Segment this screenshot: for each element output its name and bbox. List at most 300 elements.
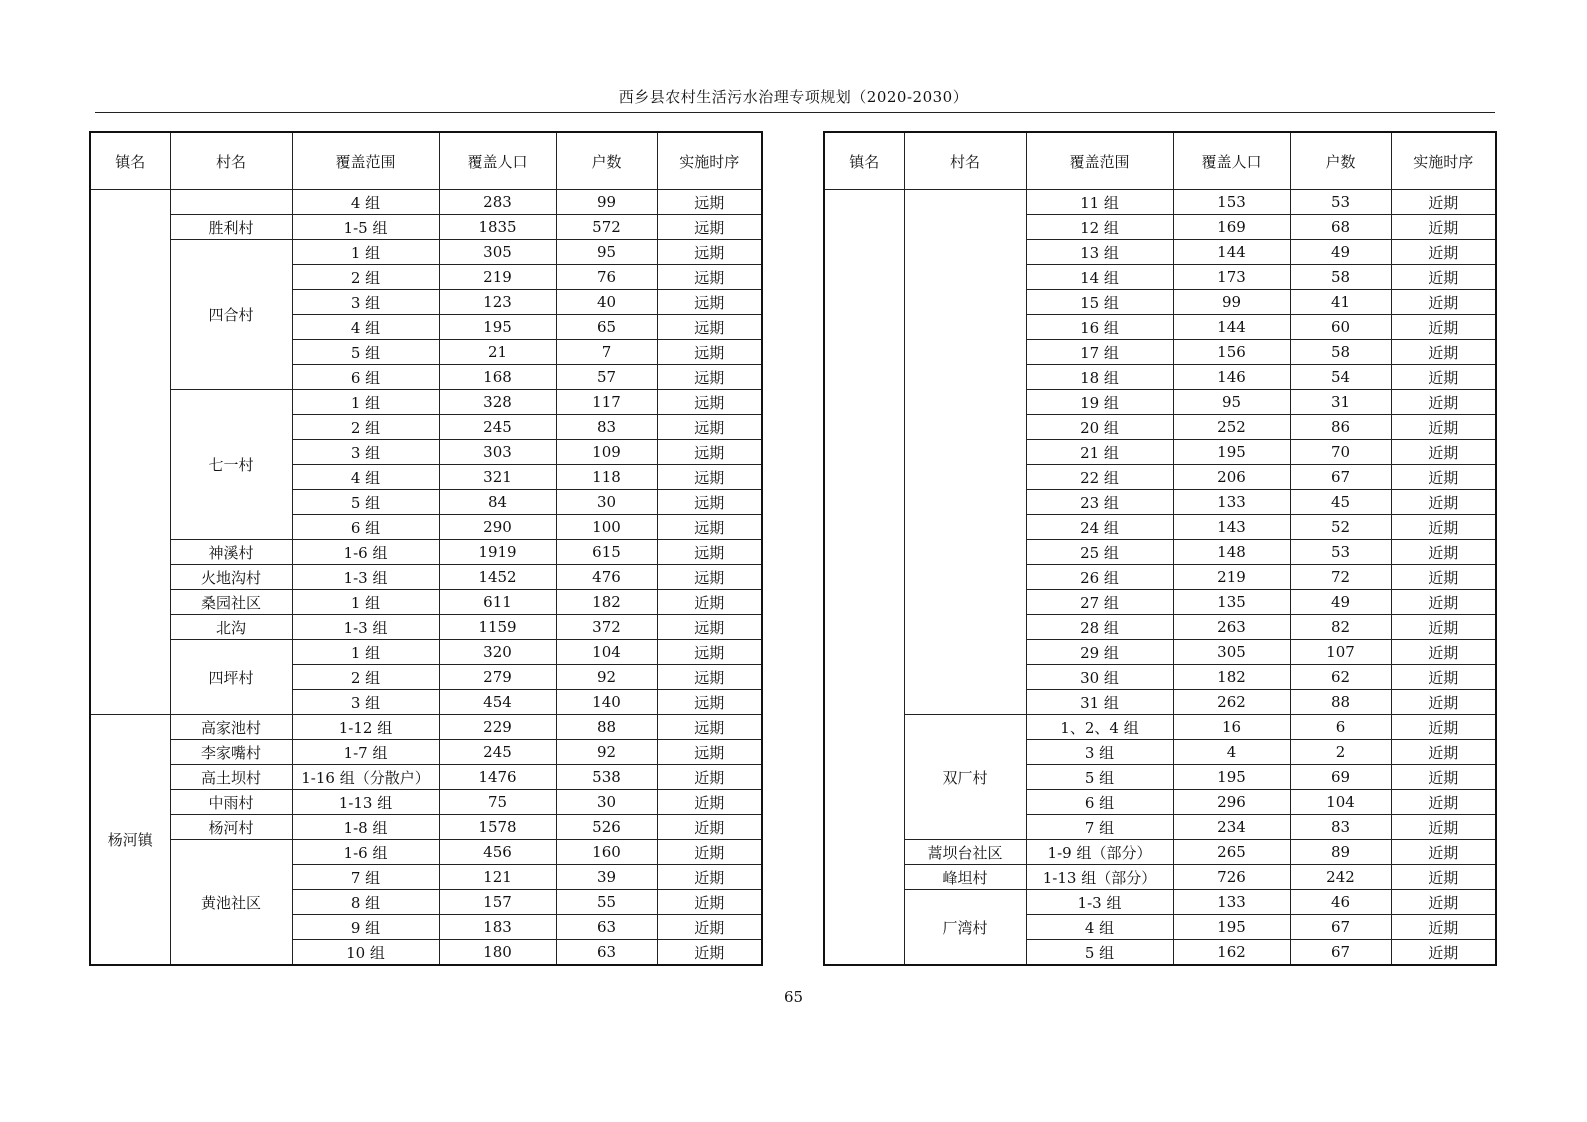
households-cell: 60 [1290, 315, 1391, 340]
population-cell: 245 [439, 415, 556, 440]
households-cell: 476 [556, 565, 657, 590]
households-cell: 83 [556, 415, 657, 440]
table-row [824, 715, 1496, 740]
households-cell: 53 [1290, 540, 1391, 565]
village-cell: 峰坦村 [904, 865, 1026, 890]
column-header-households: 户数 [1290, 132, 1391, 190]
households-cell: 68 [1290, 215, 1391, 240]
timing-cell: 远期 [657, 315, 762, 340]
population-cell: 146 [1173, 365, 1290, 390]
households-cell: 58 [1290, 265, 1391, 290]
timing-cell: 近期 [1391, 315, 1496, 340]
households-cell: 538 [556, 765, 657, 790]
scope-cell: 7 组 [292, 865, 439, 890]
timing-cell: 近期 [1391, 590, 1496, 615]
population-cell: 123 [439, 290, 556, 315]
town-cell [90, 190, 170, 715]
scope-cell: 4 组 [292, 465, 439, 490]
households-cell: 41 [1290, 290, 1391, 315]
scope-cell: 3 组 [292, 290, 439, 315]
village-cell: 神溪村 [170, 540, 292, 565]
households-cell: 65 [556, 315, 657, 340]
scope-cell: 1-13 组 [292, 790, 439, 815]
scope-cell: 16 组 [1026, 315, 1173, 340]
timing-cell: 远期 [657, 340, 762, 365]
population-cell: 328 [439, 390, 556, 415]
scope-cell: 2 组 [292, 415, 439, 440]
timing-cell: 远期 [657, 440, 762, 465]
population-cell: 290 [439, 515, 556, 540]
population-cell: 229 [439, 715, 556, 740]
population-cell: 303 [439, 440, 556, 465]
population-cell: 148 [1173, 540, 1290, 565]
population-cell: 454 [439, 690, 556, 715]
scope-cell: 1 组 [292, 590, 439, 615]
timing-cell: 远期 [657, 740, 762, 765]
timing-cell: 近期 [1391, 490, 1496, 515]
households-cell: 242 [1290, 865, 1391, 890]
scope-cell: 22 组 [1026, 465, 1173, 490]
households-cell: 100 [556, 515, 657, 540]
households-cell: 182 [556, 590, 657, 615]
scope-cell: 1 组 [292, 390, 439, 415]
population-cell: 305 [1173, 640, 1290, 665]
scope-cell: 1-3 组 [292, 615, 439, 640]
scope-cell: 1-12 组 [292, 715, 439, 740]
table-row [90, 540, 762, 565]
scope-cell: 1 组 [292, 240, 439, 265]
scope-cell: 29 组 [1026, 640, 1173, 665]
scope-cell: 10 组 [292, 940, 439, 966]
village-cell: 杨河村 [170, 815, 292, 840]
timing-cell: 近期 [657, 590, 762, 615]
households-cell: 63 [556, 940, 657, 966]
households-cell: 86 [1290, 415, 1391, 440]
population-cell: 456 [439, 840, 556, 865]
scope-cell: 25 组 [1026, 540, 1173, 565]
population-cell: 95 [1173, 390, 1290, 415]
households-cell: 104 [556, 640, 657, 665]
column-header-timing: 实施时序 [1391, 132, 1496, 190]
village-cell: 四坪村 [170, 640, 292, 715]
scope-cell: 23 组 [1026, 490, 1173, 515]
column-header-town: 镇名 [90, 132, 170, 190]
population-cell: 320 [439, 640, 556, 665]
column-header-village: 村名 [170, 132, 292, 190]
table-row [90, 840, 762, 865]
scope-cell: 27 组 [1026, 590, 1173, 615]
scope-cell: 6 组 [292, 515, 439, 540]
population-cell: 180 [439, 940, 556, 966]
scope-cell: 4 组 [1026, 915, 1173, 940]
village-cell [904, 190, 1026, 715]
households-cell: 76 [556, 265, 657, 290]
population-cell: 726 [1173, 865, 1290, 890]
timing-cell: 近期 [1391, 440, 1496, 465]
scope-cell: 1-9 组（部分） [1026, 840, 1173, 865]
households-cell: 55 [556, 890, 657, 915]
timing-cell: 近期 [1391, 515, 1496, 540]
population-cell: 1835 [439, 215, 556, 240]
table-row [90, 615, 762, 640]
population-cell: 153 [1173, 190, 1290, 215]
population-cell: 195 [1173, 915, 1290, 940]
timing-cell: 近期 [1391, 565, 1496, 590]
timing-cell: 近期 [1391, 715, 1496, 740]
households-cell: 99 [556, 190, 657, 215]
timing-cell: 近期 [1391, 865, 1496, 890]
timing-cell: 远期 [657, 190, 762, 215]
population-cell: 296 [1173, 790, 1290, 815]
households-cell: 57 [556, 365, 657, 390]
table-row [90, 390, 762, 415]
scope-cell: 28 组 [1026, 615, 1173, 640]
timing-cell: 远期 [657, 515, 762, 540]
timing-cell: 远期 [657, 240, 762, 265]
households-cell: 109 [556, 440, 657, 465]
column-header-timing: 实施时序 [657, 132, 762, 190]
timing-cell: 远期 [657, 615, 762, 640]
households-cell: 62 [1290, 665, 1391, 690]
households-cell: 49 [1290, 240, 1391, 265]
population-cell: 143 [1173, 515, 1290, 540]
scope-cell: 9 组 [292, 915, 439, 940]
header-divider [95, 112, 1495, 113]
scope-cell: 2 组 [292, 265, 439, 290]
timing-cell: 远期 [657, 265, 762, 290]
timing-cell: 近期 [1391, 340, 1496, 365]
village-cell: 厂湾村 [904, 890, 1026, 966]
timing-cell: 近期 [1391, 940, 1496, 966]
table-row [90, 765, 762, 790]
village-cell: 黄池社区 [170, 840, 292, 966]
left-data-table [89, 131, 763, 966]
timing-cell: 远期 [657, 715, 762, 740]
population-cell: 305 [439, 240, 556, 265]
village-cell: 李家嘴村 [170, 740, 292, 765]
timing-cell: 近期 [1391, 640, 1496, 665]
table-row [824, 190, 1496, 215]
households-cell: 30 [556, 490, 657, 515]
population-cell: 168 [439, 365, 556, 390]
population-cell: 21 [439, 340, 556, 365]
households-cell: 2 [1290, 740, 1391, 765]
timing-cell: 近期 [1391, 740, 1496, 765]
scope-cell: 1、2、4 组 [1026, 715, 1173, 740]
households-cell: 88 [1290, 690, 1391, 715]
households-cell: 372 [556, 615, 657, 640]
timing-cell: 远期 [657, 290, 762, 315]
left-table-body [90, 190, 762, 966]
population-cell: 183 [439, 915, 556, 940]
scope-cell: 21 组 [1026, 440, 1173, 465]
households-cell: 95 [556, 240, 657, 265]
households-cell: 104 [1290, 790, 1391, 815]
timing-cell: 近期 [657, 815, 762, 840]
population-cell: 265 [1173, 840, 1290, 865]
village-cell: 四合村 [170, 240, 292, 390]
households-cell: 6 [1290, 715, 1391, 740]
households-cell: 88 [556, 715, 657, 740]
population-cell: 321 [439, 465, 556, 490]
scope-cell: 1 组 [292, 640, 439, 665]
households-cell: 39 [556, 865, 657, 890]
town-cell [824, 190, 904, 966]
timing-cell: 远期 [657, 390, 762, 415]
town-cell: 杨河镇 [90, 715, 170, 966]
households-cell: 69 [1290, 765, 1391, 790]
scope-cell: 11 组 [1026, 190, 1173, 215]
households-cell: 67 [1290, 940, 1391, 966]
scope-cell: 5 组 [1026, 765, 1173, 790]
scope-cell: 26 组 [1026, 565, 1173, 590]
scope-cell: 1-6 组 [292, 840, 439, 865]
scope-cell: 1-7 组 [292, 740, 439, 765]
timing-cell: 远期 [657, 215, 762, 240]
timing-cell: 近期 [1391, 365, 1496, 390]
households-cell: 70 [1290, 440, 1391, 465]
table-row [90, 565, 762, 590]
population-cell: 133 [1173, 490, 1290, 515]
timing-cell: 近期 [1391, 840, 1496, 865]
households-cell: 46 [1290, 890, 1391, 915]
population-cell: 234 [1173, 815, 1290, 840]
scope-cell: 20 组 [1026, 415, 1173, 440]
timing-cell: 远期 [657, 690, 762, 715]
population-cell: 279 [439, 665, 556, 690]
table-row [90, 790, 762, 815]
population-cell: 219 [1173, 565, 1290, 590]
scope-cell: 7 组 [1026, 815, 1173, 840]
right-table-body [824, 190, 1496, 966]
population-cell: 195 [1173, 765, 1290, 790]
village-cell: 胜利村 [170, 215, 292, 240]
scope-cell: 18 组 [1026, 365, 1173, 390]
table-header-row [824, 132, 1496, 190]
households-cell: 92 [556, 665, 657, 690]
scope-cell: 3 组 [1026, 740, 1173, 765]
households-cell: 117 [556, 390, 657, 415]
scope-cell: 3 组 [292, 440, 439, 465]
households-cell: 89 [1290, 840, 1391, 865]
households-cell: 72 [1290, 565, 1391, 590]
households-cell: 160 [556, 840, 657, 865]
table-header-row [90, 132, 762, 190]
timing-cell: 近期 [1391, 765, 1496, 790]
column-header-scope: 覆盖范围 [1026, 132, 1173, 190]
scope-cell: 5 组 [292, 490, 439, 515]
column-header-scope: 覆盖范围 [292, 132, 439, 190]
households-cell: 82 [1290, 615, 1391, 640]
timing-cell: 近期 [657, 865, 762, 890]
timing-cell: 近期 [657, 890, 762, 915]
population-cell: 1452 [439, 565, 556, 590]
scope-cell: 14 组 [1026, 265, 1173, 290]
table-row [824, 865, 1496, 890]
scope-cell: 17 组 [1026, 340, 1173, 365]
population-cell: 245 [439, 740, 556, 765]
scope-cell: 12 组 [1026, 215, 1173, 240]
population-cell: 219 [439, 265, 556, 290]
table-row [90, 190, 762, 215]
timing-cell: 近期 [1391, 190, 1496, 215]
scope-cell: 4 组 [292, 190, 439, 215]
population-cell: 206 [1173, 465, 1290, 490]
scope-cell: 1-8 组 [292, 815, 439, 840]
scope-cell: 1-13 组（部分） [1026, 865, 1173, 890]
households-cell: 54 [1290, 365, 1391, 390]
population-cell: 84 [439, 490, 556, 515]
scope-cell: 1-5 组 [292, 215, 439, 240]
population-cell: 195 [1173, 440, 1290, 465]
population-cell: 156 [1173, 340, 1290, 365]
population-cell: 1476 [439, 765, 556, 790]
scope-cell: 4 组 [292, 315, 439, 340]
scope-cell: 31 组 [1026, 690, 1173, 715]
households-cell: 7 [556, 340, 657, 365]
village-cell: 高土坝村 [170, 765, 292, 790]
population-cell: 144 [1173, 240, 1290, 265]
timing-cell: 近期 [1391, 915, 1496, 940]
households-cell: 572 [556, 215, 657, 240]
population-cell: 144 [1173, 315, 1290, 340]
village-cell: 双厂村 [904, 715, 1026, 840]
timing-cell: 远期 [657, 465, 762, 490]
population-cell: 262 [1173, 690, 1290, 715]
households-cell: 140 [556, 690, 657, 715]
scope-cell: 1-3 组 [292, 565, 439, 590]
population-cell: 157 [439, 890, 556, 915]
households-cell: 31 [1290, 390, 1391, 415]
table-row [90, 240, 762, 265]
table-row [90, 715, 762, 740]
column-header-population: 覆盖人口 [439, 132, 556, 190]
households-cell: 67 [1290, 465, 1391, 490]
population-cell: 195 [439, 315, 556, 340]
population-cell: 1578 [439, 815, 556, 840]
timing-cell: 近期 [1391, 665, 1496, 690]
village-cell [170, 190, 292, 215]
column-header-village: 村名 [904, 132, 1026, 190]
table-row [90, 740, 762, 765]
timing-cell: 近期 [657, 940, 762, 966]
timing-cell: 近期 [1391, 615, 1496, 640]
scope-cell: 24 组 [1026, 515, 1173, 540]
column-header-households: 户数 [556, 132, 657, 190]
column-header-population: 覆盖人口 [1173, 132, 1290, 190]
population-cell: 182 [1173, 665, 1290, 690]
timing-cell: 近期 [657, 765, 762, 790]
scope-cell: 3 组 [292, 690, 439, 715]
scope-cell: 30 组 [1026, 665, 1173, 690]
population-cell: 1159 [439, 615, 556, 640]
table-row [90, 215, 762, 240]
page-number: 65 [783, 988, 804, 1006]
scope-cell: 5 组 [1026, 940, 1173, 966]
timing-cell: 近期 [1391, 465, 1496, 490]
households-cell: 107 [1290, 640, 1391, 665]
timing-cell: 近期 [1391, 540, 1496, 565]
timing-cell: 近期 [1391, 815, 1496, 840]
population-cell: 169 [1173, 215, 1290, 240]
table-row [90, 640, 762, 665]
scope-cell: 5 组 [292, 340, 439, 365]
timing-cell: 近期 [1391, 415, 1496, 440]
scope-cell: 15 组 [1026, 290, 1173, 315]
population-cell: 252 [1173, 415, 1290, 440]
households-cell: 58 [1290, 340, 1391, 365]
village-cell: 蒿坝台社区 [904, 840, 1026, 865]
scope-cell: 1-3 组 [1026, 890, 1173, 915]
scope-cell: 1-6 组 [292, 540, 439, 565]
right-data-table [823, 131, 1497, 966]
population-cell: 1919 [439, 540, 556, 565]
scope-cell: 6 组 [1026, 790, 1173, 815]
timing-cell: 近期 [657, 840, 762, 865]
households-cell: 615 [556, 540, 657, 565]
document-header-title: 西乡县农村生活污水治理专项规划（2020-2030） [618, 88, 969, 106]
column-header-town: 镇名 [824, 132, 904, 190]
timing-cell: 近期 [1391, 690, 1496, 715]
population-cell: 75 [439, 790, 556, 815]
scope-cell: 6 组 [292, 365, 439, 390]
table-row [90, 815, 762, 840]
households-cell: 52 [1290, 515, 1391, 540]
scope-cell: 2 组 [292, 665, 439, 690]
timing-cell: 远期 [657, 490, 762, 515]
timing-cell: 远期 [657, 565, 762, 590]
table-row [824, 890, 1496, 915]
table-row [824, 840, 1496, 865]
village-cell: 桑园社区 [170, 590, 292, 615]
population-cell: 611 [439, 590, 556, 615]
population-cell: 133 [1173, 890, 1290, 915]
scope-cell: 1-16 组（分散户） [292, 765, 439, 790]
households-cell: 63 [556, 915, 657, 940]
households-cell: 83 [1290, 815, 1391, 840]
village-cell: 七一村 [170, 390, 292, 540]
timing-cell: 近期 [657, 915, 762, 940]
households-cell: 118 [556, 465, 657, 490]
population-cell: 135 [1173, 590, 1290, 615]
village-cell: 高家池村 [170, 715, 292, 740]
households-cell: 53 [1290, 190, 1391, 215]
scope-cell: 19 组 [1026, 390, 1173, 415]
timing-cell: 近期 [1391, 240, 1496, 265]
timing-cell: 近期 [1391, 265, 1496, 290]
population-cell: 283 [439, 190, 556, 215]
scope-cell: 8 组 [292, 890, 439, 915]
timing-cell: 远期 [657, 415, 762, 440]
households-cell: 40 [556, 290, 657, 315]
timing-cell: 远期 [657, 665, 762, 690]
households-cell: 526 [556, 815, 657, 840]
table-row [90, 590, 762, 615]
timing-cell: 近期 [1391, 390, 1496, 415]
village-cell: 北沟 [170, 615, 292, 640]
timing-cell: 远期 [657, 540, 762, 565]
scope-cell: 13 组 [1026, 240, 1173, 265]
timing-cell: 近期 [657, 790, 762, 815]
population-cell: 121 [439, 865, 556, 890]
timing-cell: 近期 [1391, 890, 1496, 915]
households-cell: 67 [1290, 915, 1391, 940]
households-cell: 92 [556, 740, 657, 765]
population-cell: 173 [1173, 265, 1290, 290]
households-cell: 45 [1290, 490, 1391, 515]
households-cell: 30 [556, 790, 657, 815]
timing-cell: 近期 [1391, 290, 1496, 315]
